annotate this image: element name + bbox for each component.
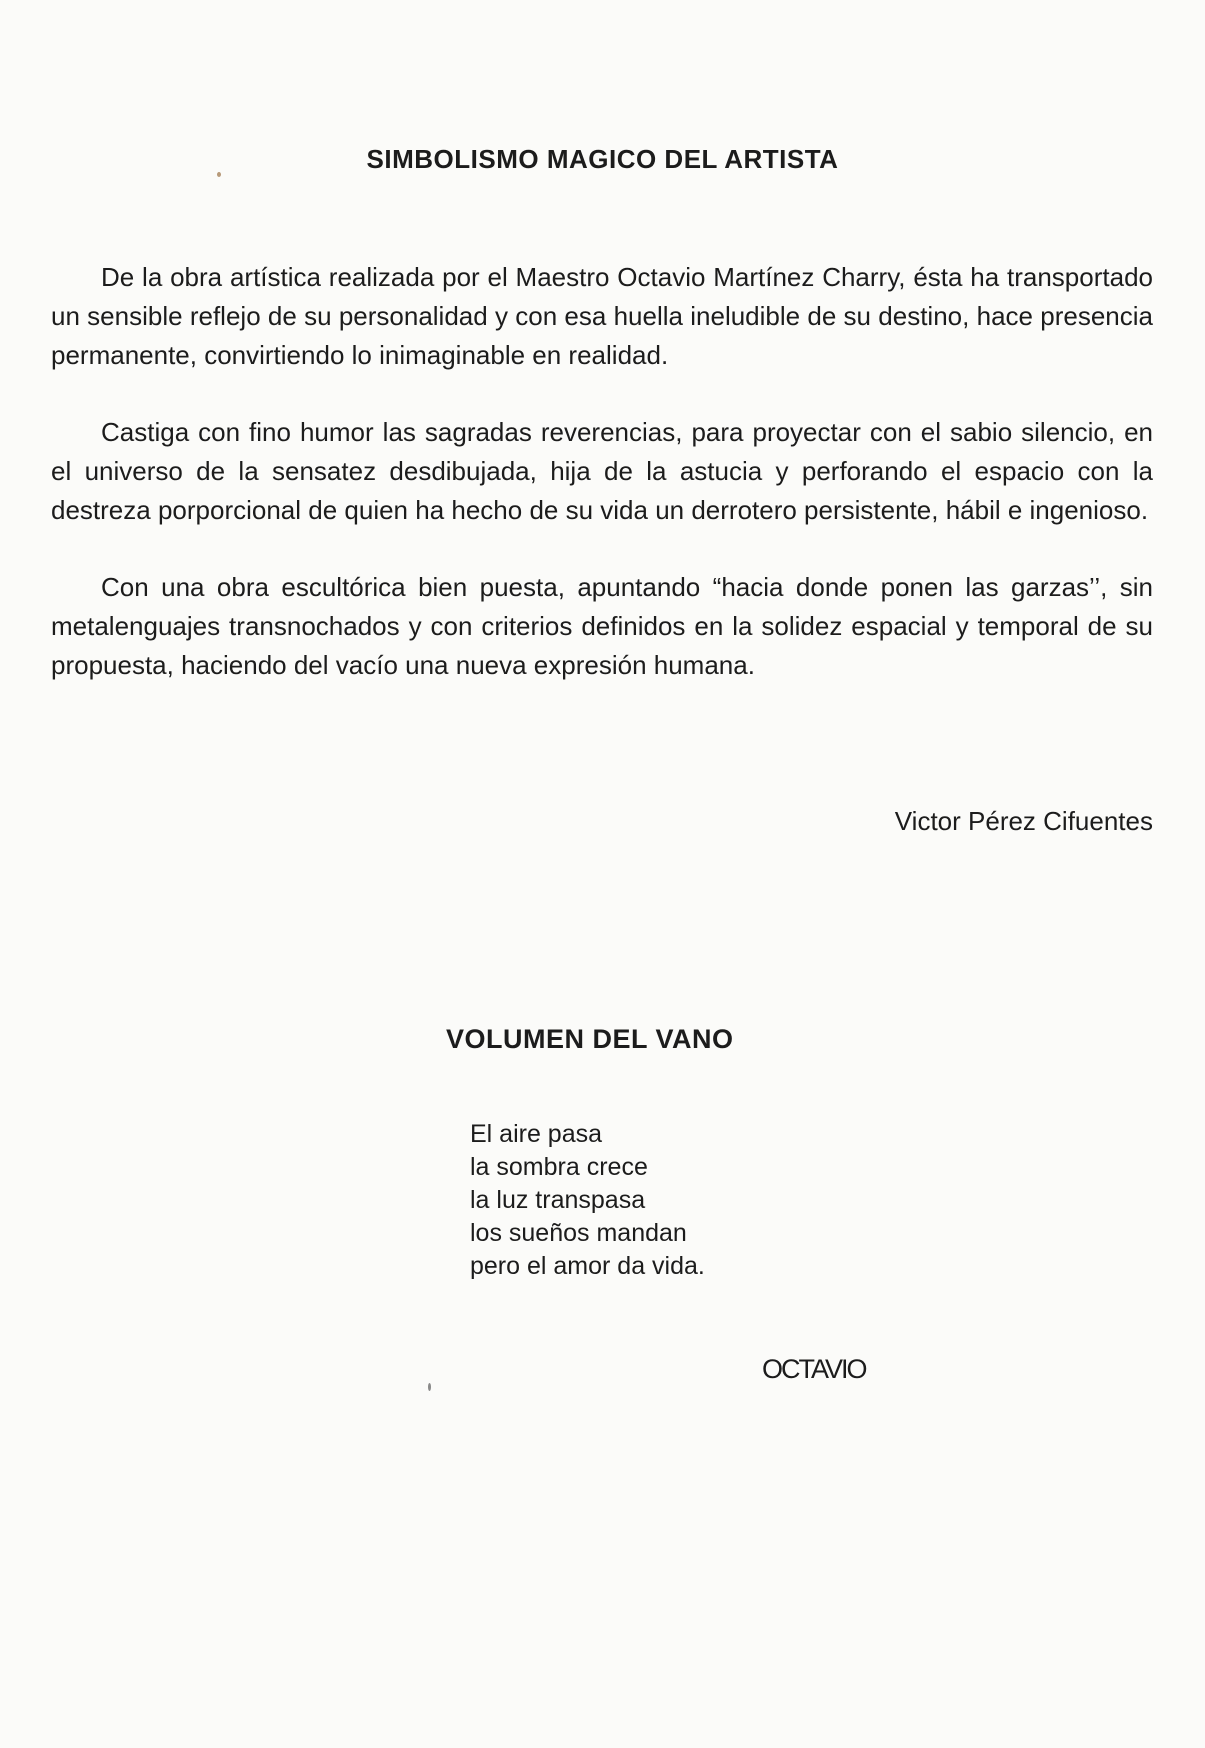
paper-speck <box>217 172 221 177</box>
poem-line: la luz transpasa <box>470 1186 646 1214</box>
poem-line: pero el amor da vida. <box>470 1252 705 1280</box>
poem-line: los sueños mandan <box>470 1219 687 1247</box>
essay-author: Victor Pérez Cifuentes <box>894 806 1153 836</box>
essay-paragraph-3: Con una obra escultórica bien puesta, apuntando “hacia donde ponen las garzas’’, sin metalenguajes transnochados y con criterios definidos en la solidez espacial y temporal de su propuesta, haciendo del vacío una nueva expresión humana. <box>51 572 1153 680</box>
poem-line: El aire pasa <box>470 1120 603 1148</box>
essay-title: SIMBOLISMO MAGICO DEL ARTISTA <box>366 144 839 174</box>
poem-line: la sombra crece <box>470 1153 648 1181</box>
essay-paragraph-2: Castiga con fino humor las sagradas reverencias, para proyectar con el sabio silencio, en el universo de la sensatez desdibujada, hija de la astucia y perforando el espacio con la destreza porporcional de quien ha hecho de su vida un derrotero persistente, hábil e ingenioso. <box>51 417 1153 525</box>
essay-paragraph-1: De la obra artística realizada por el Maestro Octavio Martínez Charry, ésta ha transportado un sensible reflejo de su personalidad y con esa huella ineludible de su destino, hace presencia permanente, convirtiendo lo inimaginable en realidad. <box>51 262 1153 370</box>
paper-speck <box>428 1383 431 1391</box>
poem-title: VOLUMEN DEL VANO <box>446 1024 734 1054</box>
poem-body <box>470 1118 705 1283</box>
poem-signature: OCTAVIO <box>762 1354 866 1384</box>
essay-body <box>51 258 1153 723</box>
